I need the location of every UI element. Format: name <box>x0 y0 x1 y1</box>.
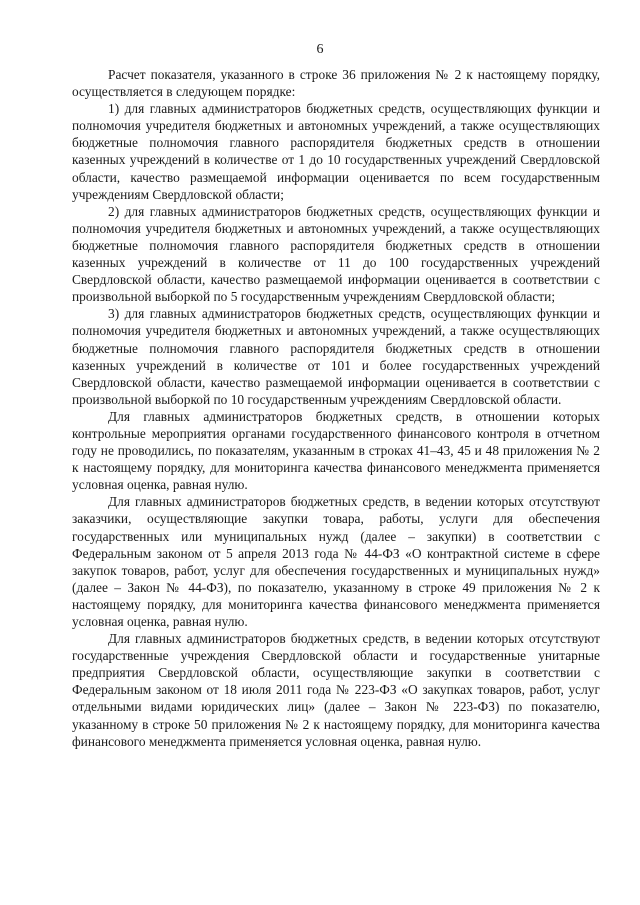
paragraph-law-223: Для главных администраторов бюджетных средств, в ведении которых отсутствуют государственные учреждения Свердловской области и государственные унитарные предприятия Свердловской области, осуществляющие закупки в соответствии с Федеральным законом от 18 июля 2011 года № 223-ФЗ «О закупках товаров, работ, услуг отдельными видами юридических лиц» (далее – Закон № 223-ФЗ) по показателю, указанному в строке 50 приложения № 2 к настоящему порядку, для мониторинга качества финансового менеджмента применяется условная оценка, равная нулю. <box>72 631 600 749</box>
document-body <box>72 66 600 750</box>
paragraph-item-3: 3) для главных администраторов бюджетных средств, осуществляющих функции и полномочия учредителя бюджетных и автономных учреждений, а также осуществляющих бюджетные полномочия главного распорядителя бюджетных средств в отношении казенных учреждений в количестве от 101 и более государственных учреждений Свердловской области, качество размещаемой информации оценивается в соответствии с произвольной выборкой по 10 государственным учреждениям Свердловской области. <box>72 306 600 407</box>
paragraph-intro: Расчет показателя, указанного в строке 36 приложения № 2 к настоящему порядку, осуществляется в следующем порядке: <box>72 67 600 100</box>
page-number: 6 <box>316 42 324 57</box>
paragraph-item-2: 2) для главных администраторов бюджетных средств, осуществляющих функции и полномочия учредителя бюджетных и автономных учреждений, а также осуществляющих бюджетные полномочия главного распорядителя бюджетных средств в отношении казенных учреждений в количестве от 11 до 100 государственных учреждений Свердловской области, качество размещаемой информации оценивается в соответствии с произвольной выборкой по 5 государственным учреждениям Свердловской области; <box>72 203 600 305</box>
paragraph-control-measures: Для главных администраторов бюджетных средств, в отношении которых контрольные мероприятия органами государственного финансового контроля в отчетном году не проводились, по показателям, указанным в строках 41–43, 45 и 48 приложения № 2 к настоящему порядку, для мониторинга качества финансового менеджмента применяется условная оценка, равная нулю. <box>72 408 600 493</box>
paragraph-item-1: 1) для главных администраторов бюджетных средств, осуществляющих функции и полномочия учредителя бюджетных и автономных учреждений, а также осуществляющих бюджетные полномочия главного распорядителя бюджетных средств в отношении казенных учреждений в количестве от 1 до 10 государственных учреждений Свердловской области, качество размещаемой информации оценивается по всем государственным учреждениям Свердловской области; <box>72 101 600 202</box>
paragraph-law-44: Для главных администраторов бюджетных средств, в ведении которых отсутствуют заказчики, осуществляющие закупки товара, работы, услуги для обеспечения государственных или муниципальных нужд (далее – закупки) в соответствии с Федеральным законом от 5 апреля 2013 года № 44-ФЗ «О контрактной системе в сфере закупок товаров, работ, услуг для обеспечения государственных и муниципальных нужд» (далее – Закон № 44-ФЗ), по показателю, указанному в строке 49 приложения № 2 к настоящему порядку, для мониторинга качества финансового менеджмента применяется условная оценка, равная нулю. <box>72 494 600 629</box>
